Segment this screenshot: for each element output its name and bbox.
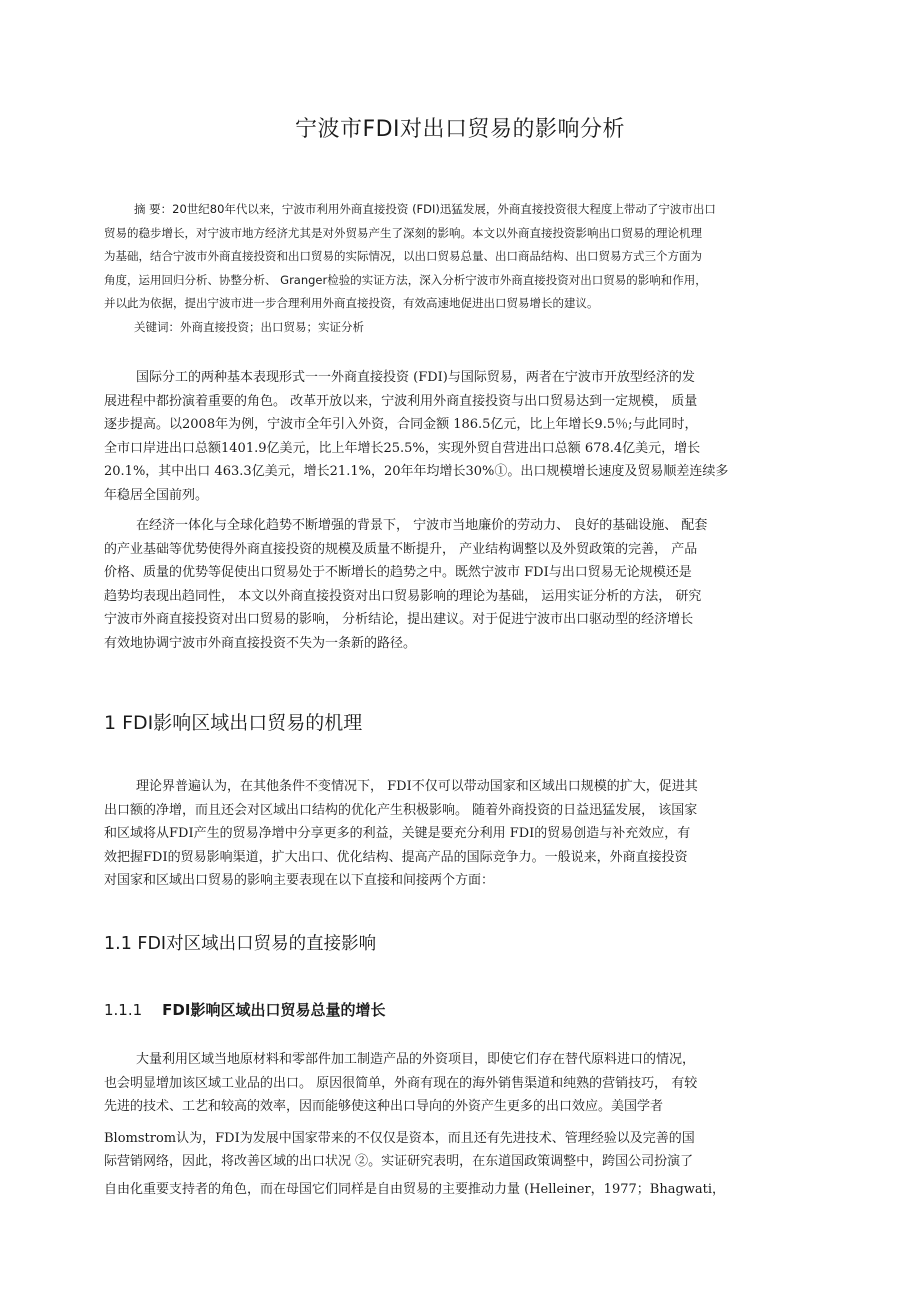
abstract-line: 为基础，结合宁波市外商直接投资和出口贸易的实际情况，以出口贸易总量、出口商品结构、出口贸易方式三个方面为 (104, 249, 702, 264)
section-title: FDI影响区域出口贸易总量的增长 (162, 1001, 386, 1019)
text-line: 先进的技术、工艺和较高的效率，因而能够使这种出口导向的外资产生更多的出口效应。美国学者 (104, 1099, 664, 1115)
text-line: 逐步提高。以2008年为例，宁波市全年引入外资，合同金额 186.5亿元，比上年增长9.5％;与此同时， (104, 417, 698, 433)
text-line: 趋势均表现出趋同性， 本文以外商直接投资对出口贸易影响的理论为基础， 运用实证分析的方法， 研究 (104, 588, 702, 604)
text-line: 20.1%，其中出口 463.3亿美元，增长21.1%，20年年均增长30%①。出口规模增长速度及贸易顺差连续多 (104, 464, 729, 480)
text-line: 价格、质量的优势等促使出口贸易处于不断增长的趋势之中。既然宁波市 FDI与出口贸易无论规模还是 (104, 565, 692, 581)
text-line: 和区域将从FDI产生的贸易净增中分享更多的利益，关键是要充分利用 FDI的贸易创造与补充效应，有 (104, 826, 691, 842)
abstract-line: 角度，运用回归分析、协整分析、 Granger检验的实证方法，深入分析宁波市外商直接投资对出口贸易的影响和作用， (104, 272, 707, 287)
text-line: 的产业基础等优势使得外商直接投资的规模及质量不断提升， 产业结构调整以及外贸政策的完善， 产品 (104, 541, 698, 557)
section-1-1-1-heading (104, 999, 385, 1020)
text-line: 也会明显增加该区域工业品的出口。 原因很简单，外商有现在的海外销售渠道和纯熟的营销技巧， 有较 (104, 1075, 698, 1091)
abstract-line: 摘 要：20世纪80年代以来，宁波市利用外商直接投资 (FDI)迅猛发展，外商直接投资很大程度上带动了宁波市出口 (134, 202, 716, 216)
text-line: 际营销网络，因此，将改善区域的出口状况 ②。实证研究表明，在东道国政策调整中，跨国公司扮演了 (104, 1154, 694, 1170)
text-line: 大量利用区域当地原材料和零部件加工制造产品的外资项目，即使它们存在替代原料进口的情况， (136, 1052, 696, 1067)
text-line: 宁波市外商直接投资对出口贸易的影响， 分析结论，提出建议。对于促进宁波市出口驱动型的经济增长 (104, 612, 694, 628)
text-line: 在经济一体化与全球化趋势不断增强的背景下， 宁波市当地廉价的劳动力、 良好的基础设施、 配套 (136, 518, 708, 533)
text-line: 效把握FDI的贸易影响渠道，扩大出口、优化结构、提高产品的国际竞争力。一般说来，外商直接投资 (104, 849, 688, 865)
text-line: 年稳居全国前列。 (104, 487, 209, 503)
text-line: 理论界普遍认为，在其他条件不变情况下， FDI不仅可以带动国家和区域出口规模的扩大，促进其 (136, 779, 698, 794)
text-line: 出口额的净增，而且还会对区域出口结构的优化产生积极影响。 随着外商投资的日益迅猛发展， 该国家 (104, 802, 698, 818)
abstract (104, 198, 784, 340)
text-line: 对国家和区域出口贸易的影响主要表现在以下直接和间接两个方面： (104, 873, 495, 889)
keywords: 关键词：外商直接投资；出口贸易；实证分析 (134, 319, 364, 334)
text-line: 国际分工的两种基本表现形式一一外商直接投资 (FDI)与国际贸易，两者在宁波市开放型经济的发 (136, 370, 695, 385)
text-line: Blomstrom认为，FDI为发展中国家带来的不仅仅是资本，而且还有先进技术、管理经验以及完善的国 (104, 1130, 695, 1146)
section-1-1-1-paragraph (104, 1048, 824, 1202)
page-title: 宁波市FDI对出口贸易的影响分析 (294, 117, 626, 142)
intro-paragraph-2 (104, 514, 824, 656)
abstract-line: 贸易的稳步增长，对宁波市地方经济尤其是对外贸易产生了深刻的影响。本文以外商直接投资影响出口贸易的理论机理 (104, 225, 702, 240)
abstract-line: 并以此为依据，提出宁波市进一步合理利用外商直接投资，有效高速地促进出口贸易增长的建议。 (104, 296, 599, 311)
text-line: 展进程中都扮演着重要的角色。 改革开放以来，宁波利用外商直接投资与出口贸易达到一定规模， 质量 (104, 393, 698, 409)
section-1-paragraph (104, 775, 824, 893)
intro-paragraph-1 (104, 366, 824, 508)
text-line: 有效地协调宁波市外商直接投资不失为一条新的路径。 (104, 635, 417, 651)
text-line: 自由化重要支持者的角色，而在母国它们同样是自由贸易的主要推动力量 (Helleiner，1977；Bhagwati， (104, 1181, 726, 1197)
section-1-heading: 1 FDI影响区域出口贸易的机理 (104, 712, 363, 734)
section-1-1-heading: 1.1 FDI对区域出口贸易的直接影响 (104, 934, 377, 954)
text-line: 全市口岸进出口总额1401.9亿美元，比上年增长25.5%，实现外贸自营进出口总额 678.4亿美元，增长 (104, 440, 701, 456)
section-number: 1.1.1 (104, 1001, 143, 1019)
